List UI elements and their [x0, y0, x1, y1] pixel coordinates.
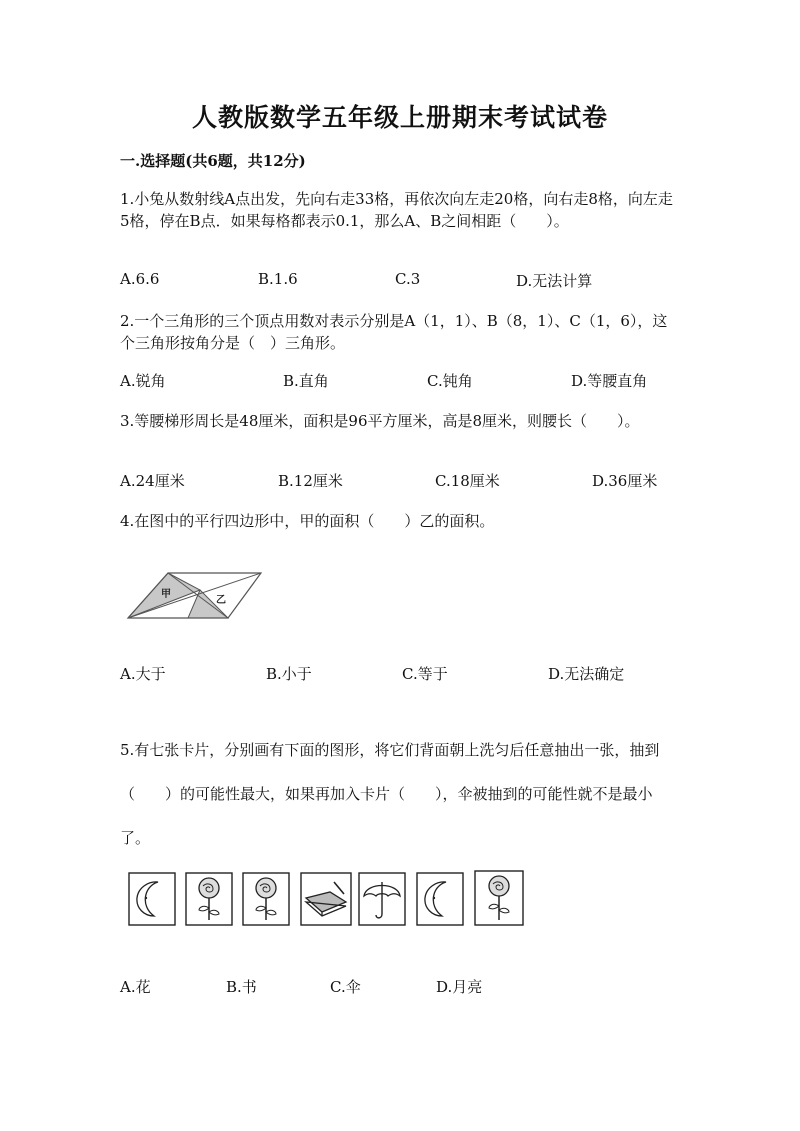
section-heading: 一.选择题(共6题，共12分): [120, 152, 306, 170]
q4-option-c[interactable]: C.等于: [402, 665, 448, 683]
q3-option-a[interactable]: A.24厘米: [120, 472, 185, 490]
q4-option-b[interactable]: B.小于: [266, 665, 312, 683]
label-yi: 乙: [216, 595, 226, 606]
umbrella-icon: [359, 873, 405, 925]
q2-option-b[interactable]: B.直角: [283, 372, 329, 390]
q3-option-c[interactable]: C.18厘米: [435, 472, 500, 490]
q5-option-a[interactable]: A.花: [120, 978, 151, 996]
page-title: 人教版数学五年级上册期末考试试卷: [191, 103, 608, 132]
moon-icon: [129, 873, 175, 925]
q5-option-c[interactable]: C.伞: [330, 978, 361, 996]
card-row: [128, 868, 528, 930]
question-2-text: 2.一个三角形的三个顶点用数对表示分别是A（1，1）、B（8，1）、C（1，6），这个三角形按角分是（ ）三角形。: [120, 312, 668, 352]
q5-option-b[interactable]: B.书: [226, 978, 257, 996]
q2-option-c[interactable]: C.钝角: [427, 372, 473, 390]
q4-option-d[interactable]: D.无法确定: [548, 665, 625, 683]
label-jia: 甲: [161, 589, 171, 600]
moon-icon: [417, 873, 463, 925]
q2-option-a[interactable]: A.锐角: [120, 372, 166, 390]
q1-option-c[interactable]: C.3: [395, 270, 421, 288]
question-3-text: 3.等腰梯形周长是48厘米，面积是96平方厘米，高是8厘米，则腰长（ ）。: [120, 412, 640, 430]
rose-icon: [475, 871, 523, 925]
q3-option-d[interactable]: D.36厘米: [592, 472, 658, 490]
book-icon: [301, 873, 351, 925]
q2-option-d[interactable]: D.等腰直角: [571, 372, 648, 390]
q1-option-b[interactable]: B.1.6: [258, 270, 298, 288]
q1-option-d[interactable]: D.无法计算: [516, 272, 593, 290]
question-4-text: 4.在图中的平行四边形中，甲的面积（ ）乙的面积。: [120, 512, 495, 530]
q3-option-b[interactable]: B.12厘米: [278, 472, 343, 490]
rose-icon: [186, 873, 232, 925]
question-5-text: 5.有七张卡片，分别画有下面的图形，将它们背面朝上洗匀后任意抽出一张，抽到（ ）的可能性最大，如果再加入卡片（ ），伞被抽到的可能性就不是最小了。: [120, 741, 660, 847]
rose-icon: [243, 873, 289, 925]
parallelogram-figure: [124, 568, 266, 622]
q1-option-a[interactable]: A.6.6: [120, 270, 160, 288]
q4-option-a[interactable]: A.大于: [120, 665, 166, 683]
q5-option-d[interactable]: D.月亮: [436, 978, 483, 996]
question-1-text: 1.小兔从数射线A点出发，先向右走33格，再依次向左走20格，向右走8格，向左走5格，停在B点．如果每格都表示0.1，那么A、B之间相距（ ）。: [120, 190, 673, 230]
